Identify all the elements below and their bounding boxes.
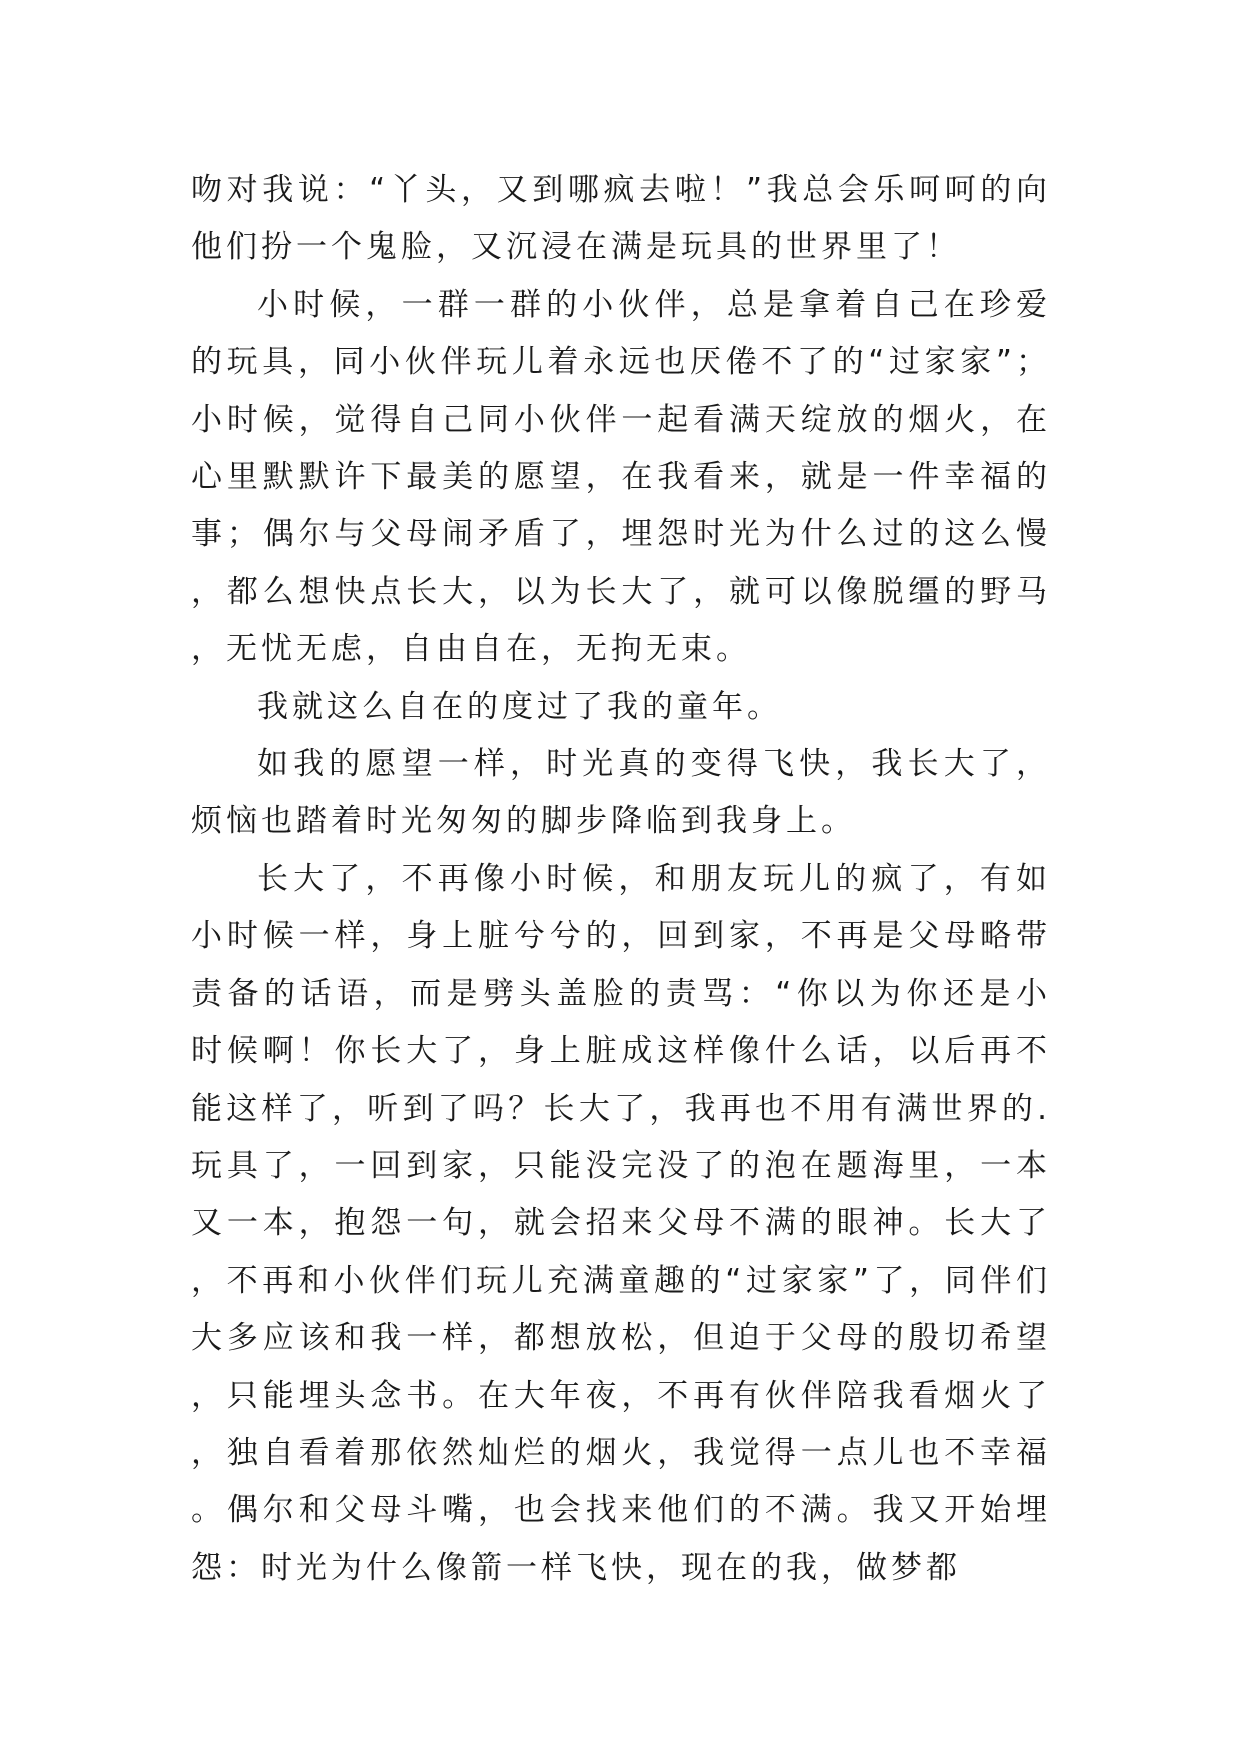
paragraph: 吻对我说：“丫头，又到哪疯去啦！”我总会乐呵呵的向他们扮一个鬼脸，又沉浸在满是玩具的世界里了！	[191, 172, 1051, 266]
document-body	[191, 162, 1051, 1597]
paragraph: 小时候，一群一群的小伙伴，总是拿着自己在珍爱的玩具，同小伙伴玩儿着永远也厌倦不了的“过家家”；小时候，觉得自己同小伙伴一起看满天绽放的烟火，在心里默默许下最美的愿望，在我看来，就是一件幸福的事；偶尔与父母闹矛盾了，埋怨时光为什么过的这么慢，都么想快点长大，以为长大了，就可以像脱缰的野马，无忧无虑，自由自在，无拘无束。	[191, 286, 1051, 668]
paragraph: 我就这么自在的度过了我的童年。	[257, 688, 782, 725]
paragraph: 长大了，不再像小时候，和朋友玩儿的疯了，有如小时候一样，身上脏兮兮的，回到家，不再是父母略带责备的话语，而是劈头盖脸的责骂：“你以为你还是小时候啊！你长大了，身上脏成这样像什么话，以后再不能这样了，听到了吗？长大了，我再也不用有满世界的.玩具了，一回到家，只能没完没了的泡在题海里，一本又一本，抱怨一句，就会招来父母不满的眼神。长大了，不再和小伙伴们玩儿充满童趣的“过家家”了，同伴们大多应该和我一样，都想放松，但迫于父母的殷切希望，只能埋头念书。在大年夜，不再有伙伴陪我看烟火了，独自看着那依然灿烂的烟火，我觉得一点儿也不幸福。偶尔和父母斗嘴，也会找来他们的不满。我又开始埋怨：时光为什么像箭一样飞快，现在的我，做梦都	[191, 860, 1051, 1586]
paragraph: 如我的愿望一样，时光真的变得飞快，我长大了，烦恼也踏着时光匆匆的脚步降临到我身上。	[191, 746, 1051, 840]
